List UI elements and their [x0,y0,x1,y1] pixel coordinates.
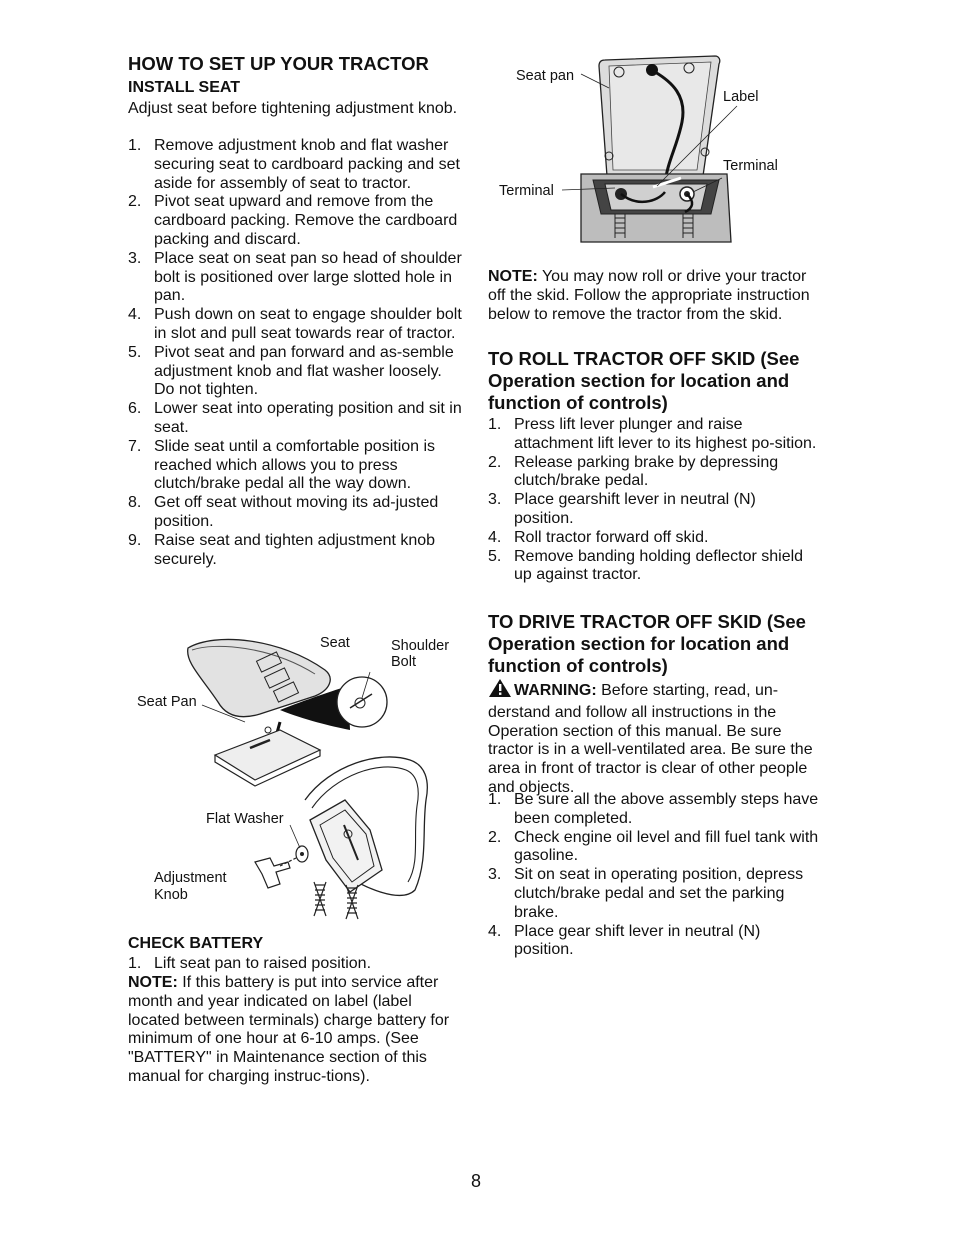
drive-off-heading: TO DRIVE TRACTOR OFF SKID (See Operation section for location and function of controls) [488,611,806,676]
install-seat-intro: Adjust seat before tightening adjustment knob. [128,100,458,117]
list-item: 1. Press lift lever plunger and raise attachment lift lever to its highest po-sition. [488,416,817,452]
list-item: 1. Be sure all the above assembly steps have been completed. [488,791,819,827]
battery-note: NOTE: If this battery is put into service after month and year indicated on label (label located between terminals) charge battery for minimum of one hour at 6-10 amps. (See "BATTERY" in Maintenance section of this manual for charging instruc-tions). [128,974,450,1085]
list-item: 2. Pivot seat upward and remove from the cardboard packing. Remove the cardboard packing and discard. [128,193,458,248]
check-battery-steps [128,955,466,974]
skid-note: NOTE: You may now roll or drive your tractor off the skid. Follow the appropriate instruction below to remove the tractor from the skid. [488,268,810,323]
list-item: 4. Roll tractor forward off skid. [488,528,709,546]
list-item: 6. Lower seat into operating position and sit in seat. [128,400,462,436]
battery-figure [497,52,797,252]
seat-assembly-figure [130,630,460,925]
install-seat-heading: INSTALL SEAT [128,79,240,96]
flat-washer-caption: Flat Washer [206,811,284,827]
terminal-right-caption: Terminal [723,158,778,174]
list-item: 9. Raise seat and tighten adjustment knob securely. [128,531,436,568]
section-title: HOW TO SET UP YOUR TRACTOR [128,53,429,74]
list-item: 5. Pivot seat and pan forward and as-semble adjustment knob and flat washer loosely. Do not tighten. [128,343,454,399]
drive-off-steps [488,791,824,960]
list-item: 2. Check engine oil level and fill fuel tank with gasoline. [488,828,819,865]
seat-caption: Seat [320,635,350,651]
shoulder-bolt-caption-2: Bolt [391,654,416,670]
roll-off-heading: TO ROLL TRACTOR OFF SKID (See Operation section for location and function of controls) [488,348,800,413]
label-caption: Label [723,89,759,105]
adjustment-knob-caption: Adjustment [154,870,227,886]
list-item: 4. Place gear shift lever in neutral (N) position. [488,922,761,959]
terminal-left-caption: Terminal [499,183,554,199]
list-item: 1. Remove adjustment knob and flat washer securing seat to cardboard packing and set aside for assembly of seat to tractor. [128,137,460,192]
list-item: 8. Get off seat without moving its ad-justed position. [128,494,439,530]
warning-paragraph: WARNING: Before starting, read, un-derstand and follow all instructions in the Operation section of this manual. Be sure tractor is in a well-ventilated area. Be sure the area in front of tractor is clear of other people and objects. [488,678,820,798]
list-item: 4. Push down on seat to engage shoulder bolt in slot and pull seat towards rear of tractor. [128,306,462,342]
list-item: 7. Slide seat until a comfortable position is reached which allows you to press clutch/brake pedal all the way down. [128,437,436,493]
warning-icon [488,678,512,704]
page-number: 8 [471,1171,482,1191]
list-item: 3. Place seat on seat pan so head of shoulder bolt is positioned over large slotted hole in pan. [128,249,462,305]
roll-off-steps [488,416,818,585]
list-item: 2. Release parking brake by depressing clutch/brake pedal. [488,453,779,490]
list-item: 3. Sit on seat in operating position, depress clutch/brake pedal and set the parking brake. [488,866,804,921]
list-item: 5. Remove banding holding deflector shield up against tractor. [488,547,804,584]
list-item: 3. Place gearshift lever in neutral (N) position. [488,491,756,527]
seat-pan-label: Seat pan [516,68,575,84]
check-battery-heading: CHECK BATTERY [128,935,264,952]
list-item: 1. Lift seat pan to raised position. [128,955,372,972]
shoulder-bolt-caption: Shoulder [391,638,450,654]
adjustment-knob-caption-2: Knob [154,887,188,903]
seat-pan-caption: Seat Pan [137,694,197,710]
install-seat-steps [128,137,466,569]
